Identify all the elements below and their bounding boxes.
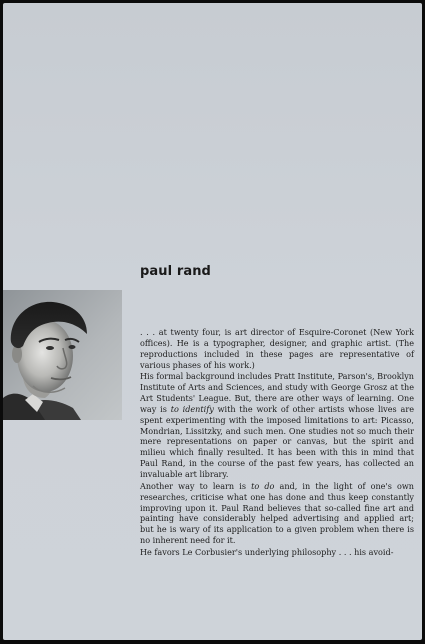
paragraph-text: Another way to learn is	[140, 480, 252, 491]
portrait-image	[3, 290, 122, 420]
paragraph-text: . . . at twenty four, is art director of Esquire-Coronet (New York offices). He is a typographer, designer, and graphic artist. (The reproductions included in these pages are representative of various phases of his work.)	[140, 327, 414, 370]
paragraph-text: and, in the light of one's own researches, criticise what one has done and thus keep constantly improving upon it. Paul Rand believes that so-called fine art and painting have considerably helped advertising and applied art; but he is wary of its application to a given problem when there is no inherent need for it.	[140, 480, 414, 546]
paragraph-text: with the work of other artists whose lives are spent experimenting with the imposed limitations to art: Picasso, Mondrian, Lissitzky, and such men. One studies not so much their mere representations on paper or canvas, but the spirit and milieu which finally resulted. It has been with this in mind that Paul Rand, in the course of the past few years, has collected an invaluable art library.	[140, 403, 414, 479]
emphasized-text: to identify	[170, 403, 214, 414]
paragraph-text: His formal background includes Pratt Institute, Parson's, Brooklyn Institute of Arts and Sciences, and study with George Grosz at the Art Students' League. But, there are other ways of learning. One way is	[140, 371, 414, 414]
portrait-photo	[3, 290, 122, 420]
body-paragraph	[140, 371, 414, 479]
paragraph-text: He favors Le Corbusier's underlying philosophy . . . his avoid-	[140, 546, 394, 557]
document-page	[3, 3, 422, 640]
body-paragraph	[140, 327, 414, 370]
emphasized-text: to do	[251, 480, 275, 491]
body-paragraph	[140, 481, 414, 546]
body-paragraph	[140, 547, 414, 558]
article-body	[140, 327, 414, 559]
page-title: paul rand	[140, 264, 211, 279]
